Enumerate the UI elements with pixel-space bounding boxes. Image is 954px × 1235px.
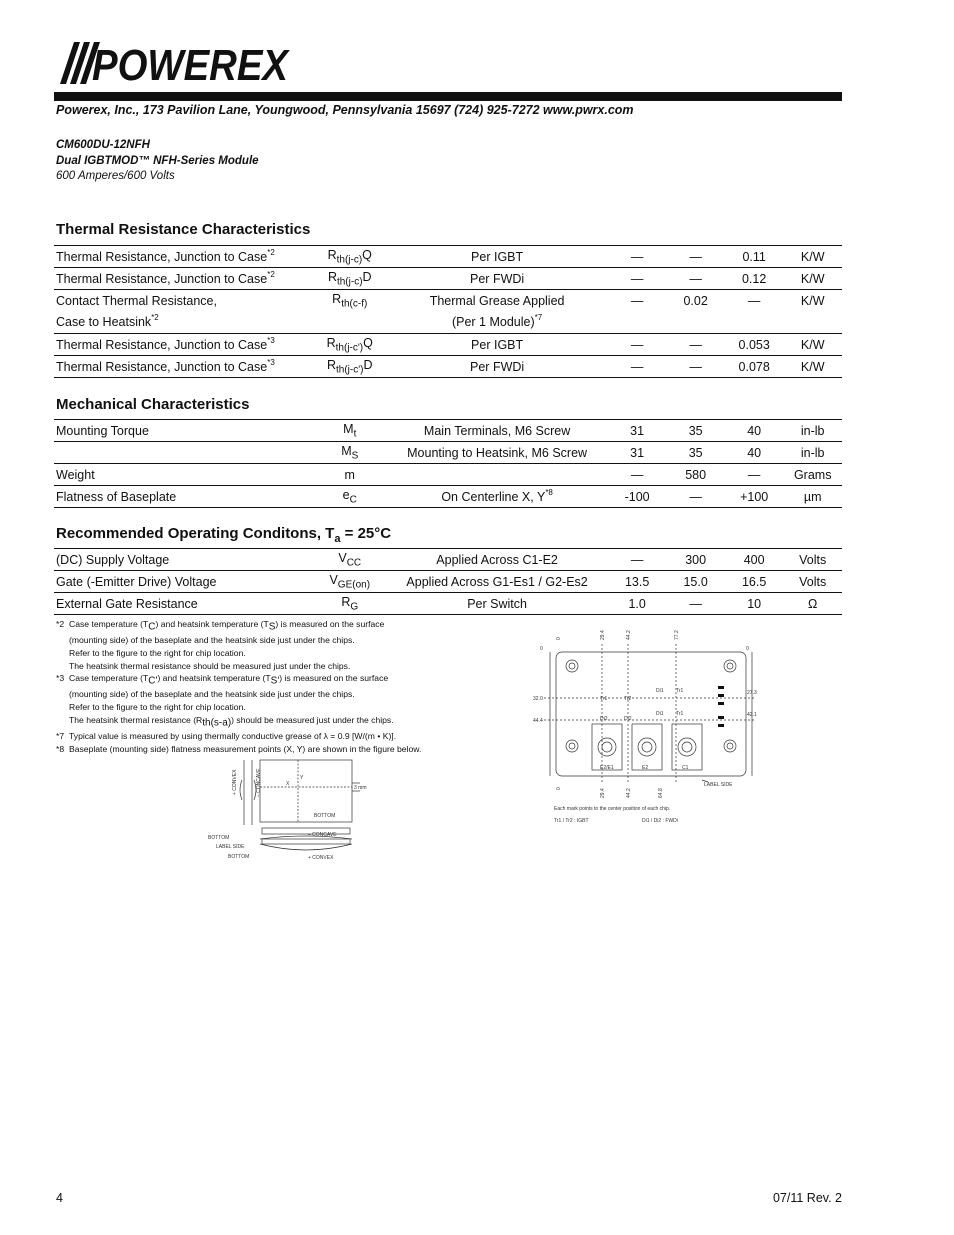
table-row: Thermal Resistance, Junction to Case$^{*3}$ $R_{th(j-c')}Q$ Per IGBT — — 0.053 K/W (54, 334, 842, 356)
table-row: Weight m — 580 — Grams (54, 464, 842, 486)
mechanical-table (54, 419, 842, 508)
table-row: Gate (-Emitter Drive) Voltage $V_{GE(on)}$ Applied Across G1-Es1 / G2-Es2 13.5 15.0 16.5 Volts (54, 571, 842, 593)
part-info (56, 138, 259, 185)
svg-text:64.8: 64.8 (658, 788, 664, 798)
note-8: *8 Baseplate (mounting side) flatness measurement points (X, Y) are shown in the figure below. (56, 743, 422, 754)
svg-text:X: X (286, 781, 290, 787)
table-row: External Gate Resistance $R_G$ Per Switch 1.0 — 10 Ω (54, 593, 842, 615)
svg-text:Tr1: Tr1 (676, 688, 684, 694)
mechanical-title: Mechanical Characteristics (56, 396, 250, 413)
svg-text:Di1: Di1 (656, 711, 664, 717)
baseplate-outline (260, 760, 352, 822)
svg-text:C1: C1 (682, 765, 689, 771)
thermal-title: Thermal Resistance Characteristics (56, 221, 311, 238)
note-2: *2 Case temperature (TC) and heatsink temperature (TS) is measured on the surface (56, 619, 385, 633)
thermal-table (54, 245, 842, 378)
note-7: *7 Typical value is measured by using thermally conductive grease of λ = 0.9 [W/(m • K)]. (56, 730, 397, 741)
table-row: (DC) Supply Voltage $V_{CC}$ Applied Across C1-E2 — 300 400 Volts (54, 549, 842, 571)
page-number: 4 (56, 1191, 63, 1205)
operating-title: Recommended Operating Conditons, $T_a = 25^\circ C$ (56, 525, 392, 545)
chip-location-figure (530, 622, 770, 827)
svg-text:0: 0 (556, 637, 562, 640)
svg-text:LABEL SIDE: LABEL SIDE (704, 782, 733, 788)
table-row: Flatness of Baseplate $e_C$ On Centerline X, $Y^{*8}$ -100 — +100 µm (54, 486, 842, 508)
svg-text:44.4: 44.4 (533, 718, 543, 724)
svg-text:Tr2: Tr2 (624, 696, 632, 702)
svg-text:Tr1: Tr1 (676, 711, 684, 717)
module-outline (556, 652, 746, 776)
svg-text:LABEL SIDE: LABEL SIDE (216, 844, 245, 850)
operating-table (54, 548, 842, 615)
svg-text:E2/E1: E2/E1 (600, 765, 614, 771)
svg-text:44.2: 44.2 (626, 788, 632, 798)
svg-text:77.2: 77.2 (674, 630, 680, 640)
note-3: *3 Case temperature (TC') and heatsink temperature (TS') is measured on the surface (56, 673, 389, 687)
svg-text:42.1: 42.1 (747, 712, 757, 718)
svg-text:Di1 / Di2 : FWDi: Di1 / Di2 : FWDi (642, 818, 678, 824)
svg-text:44.2: 44.2 (626, 630, 632, 640)
header-rule (54, 92, 842, 101)
svg-text:0: 0 (746, 646, 749, 652)
flatness-figure (200, 755, 380, 865)
part-number: CM600DU-12NFH (56, 139, 150, 151)
svg-text:Di2: Di2 (624, 716, 632, 722)
svg-text:BOTTOM: BOTTOM (314, 813, 336, 819)
company-address: Powerex, Inc., 173 Pavilion Lane, Youngwood, Pennsylvania 15697 (724) 925-7272 www.pwrx.com (56, 103, 634, 117)
footnotes: *2 Case temperature (TC) and heatsink temperature (TS) is measured on the surface (mounting side) of the baseplate and the heatsink side just under the chips. Refer to the figure to the right for chip location. The heatsink thermal resistance should be measured just under the chips. *3 Case temperature (TC') and heatsink temperature (TS') is measured on the surface (mounting side) of the baseplate and the heatsink side just under the chips. Refer to the figure to the right for chip location. The heatsink thermal resistance (Rth(s-a)) should be measured just under the chips. *7 Typical value is measured by using thermally conductive grease of λ = 0.9 [W/(m • K)]. *8 Baseplate (mounting side) flatness measurement points (X, Y) are shown in the figure below. (56, 618, 476, 755)
svg-text:BOTTOM: BOTTOM (208, 835, 230, 841)
powerex-logo (54, 40, 291, 90)
svg-text:29.4: 29.4 (600, 630, 606, 640)
revision: 07/11 Rev. 2 (772, 1191, 842, 1205)
svg-text:Di1: Di1 (656, 688, 664, 694)
part-rating: 600 Amperes/600 Volts (56, 170, 175, 182)
table-row: Thermal Resistance, Junction to Case$^{*2}$ $R_{th(j-c)}D$ Per FWDi — — 0.12 K/W (54, 268, 842, 290)
svg-text:0: 0 (556, 787, 562, 790)
svg-text:29.4: 29.4 (600, 788, 606, 798)
svg-text:Y: Y (300, 775, 304, 781)
svg-text:POWEREX: POWEREX (92, 41, 291, 90)
svg-text:BOTTOM: BOTTOM (228, 854, 250, 860)
table-row: Thermal Resistance, Junction to Case$^{*2}$ $R_{th(j-c)}Q$ Per IGBT — — 0.11 K/W (54, 246, 842, 268)
svg-text:+ CONVEX: + CONVEX (308, 855, 334, 861)
svg-text:E2: E2 (642, 765, 649, 771)
svg-text:Di2: Di2 (600, 716, 608, 722)
table-row: Mounting Torque $M_t$ Main Terminals, M6 Screw 31 35 40 in-lb (54, 420, 842, 442)
table-row: Case to Heatsink$^{*2}$ (Per 1 Module)$^{*7}$ (54, 312, 842, 334)
svg-text:0: 0 (540, 646, 543, 652)
svg-text:Tr1: Tr1 (600, 696, 608, 702)
svg-text:3 mm: 3 mm (354, 785, 367, 791)
table-row: Contact Thermal Resistance, $R_{th(c-f)}$ Thermal Grease Applied — 0.02 — K/W (56, 292, 825, 310)
svg-text:Tr1 / Tr2 : IGBT: Tr1 / Tr2 : IGBT (554, 818, 589, 824)
table-row: $M_S$ Mounting to Heatsink, M6 Screw 31 35 40 in-lb (54, 442, 842, 464)
svg-text:– CONCAVE: – CONCAVE (308, 832, 337, 838)
table-row: Thermal Resistance, Junction to Case$^{*3}$ $R_{th(j-c')}D$ Per FWDi — — 0.078 K/W (54, 356, 842, 378)
svg-text:27.3: 27.3 (747, 690, 757, 696)
svg-text:Each mark points to the center: Each mark points to the center position of each chip. (554, 806, 671, 812)
svg-text:– CONCAVE: – CONCAVE (256, 768, 262, 797)
part-description: Dual IGBTMOD™ NFH-Series Module (56, 154, 259, 167)
svg-text:+ CONVEX: + CONVEX (232, 769, 238, 795)
svg-text:32.0: 32.0 (533, 696, 543, 702)
